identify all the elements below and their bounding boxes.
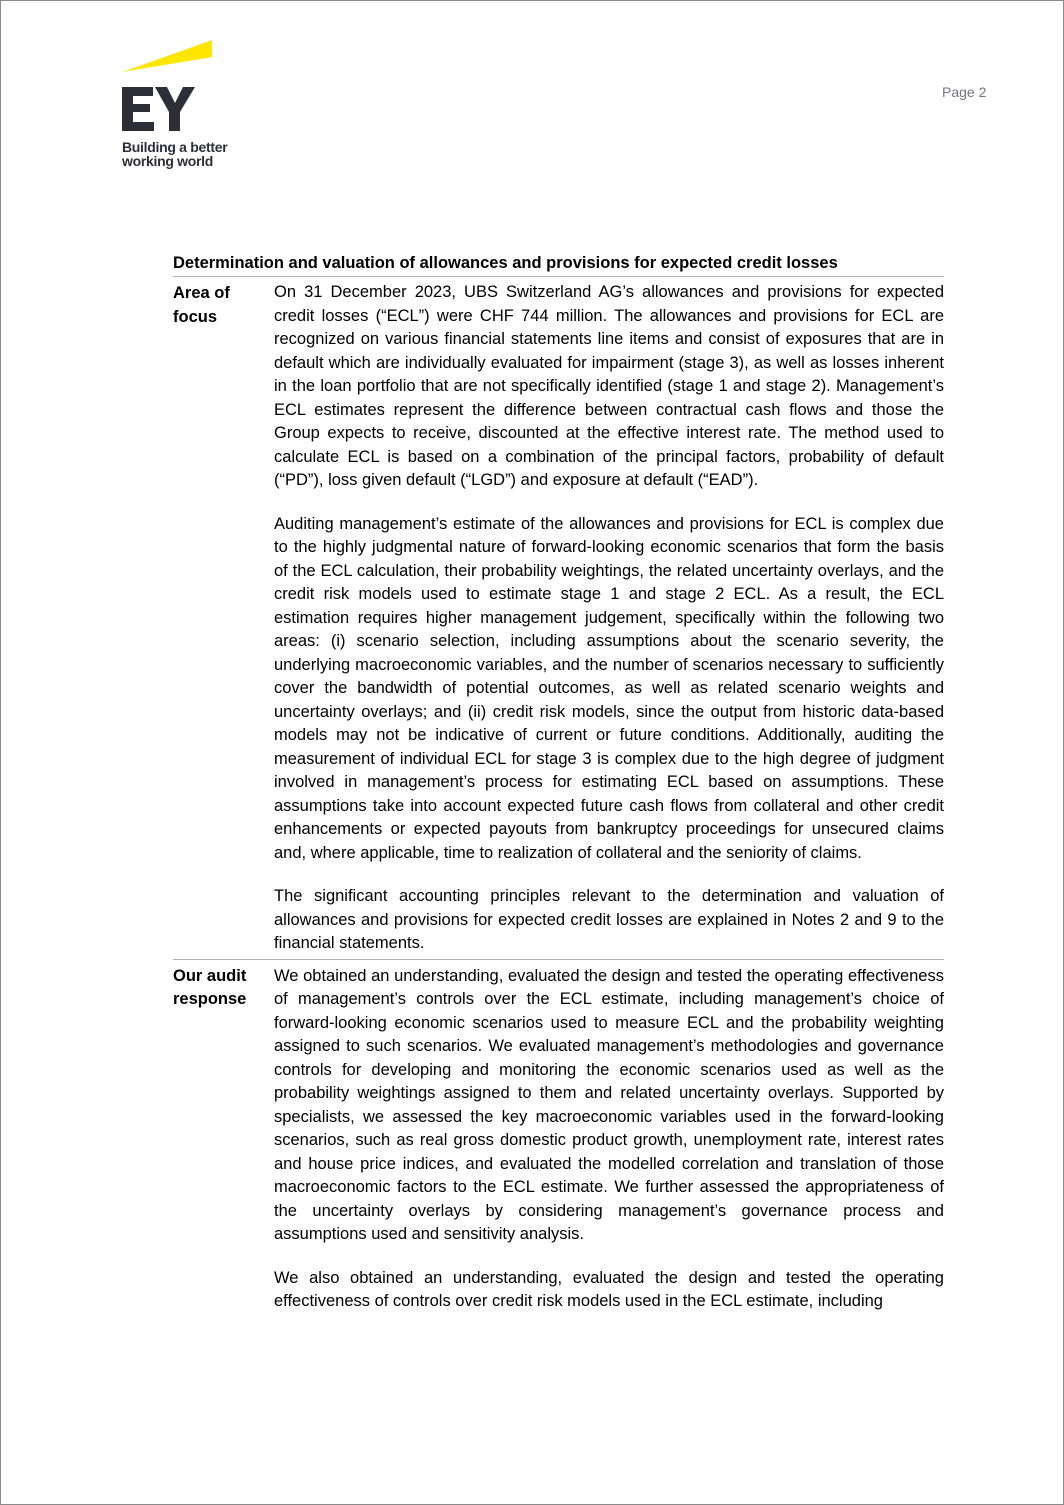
area-of-focus-row — [173, 277, 944, 960]
row-label: Area of focus — [173, 284, 230, 326]
paragraph: The significant accounting principles relevant to the determination and valuation of allowances and provisions for expected credit losses are explained in Notes 2 and 9 to the financial statements. — [274, 887, 944, 952]
page-number: Page 2 — [942, 84, 987, 100]
section-title: Determination and valuation of allowances and provisions for expected credit losses — [173, 253, 944, 277]
ey-logo — [122, 40, 252, 175]
ey-logo-beam — [122, 40, 212, 72]
row-label: Our audit response — [173, 966, 247, 1008]
paragraph: We obtained an understanding, evaluated the design and tested the operating effectiveness of management’s controls over the ECL estimate, including management’s choice of forward-looking economic scenarios used to measure ECL and the probability weighting assigned to such scenarios. We evaluated management’s methodologies and governance controls for developing and monitoring the economic scenarios used as well as the probability weightings assigned to them and related uncertainty overlays. Supported by specialists, we assessed the key macroeconomic variables used in the forward-looking scenarios, such as real gross domestic product growth, unemployment rate, interest rates and house price indices, and evaluated the modelled correlation and translation of those macroeconomic factors to the ECL estimate. We further assessed the appropriateness of the uncertainty overlays by considering management’s governance process and assumptions used and sensitivity analysis. — [274, 966, 944, 1243]
logo-tagline-line-2: working world — [122, 153, 213, 169]
ey-logo-letter-e — [122, 87, 154, 131]
logo-tagline — [122, 140, 252, 168]
row-body — [274, 960, 944, 1317]
audit-response-row — [173, 960, 944, 1317]
logo-tagline-line-1: Building a better — [122, 139, 228, 155]
ey-logo-mark — [122, 40, 252, 135]
paragraph: On 31 December 2023, UBS Switzerland AG’s allowances and provisions for expected credit losses (“ECL”) were CHF 744 million. The allowances and provisions for ECL are recognized on various financial statements line items and consist of exposures that are in default which are individually evaluated for impairment (stage 3), as well as losses inherent in the loan portfolio that are not specifically identified (stage 1 and stage 2). Management’s ECL estimates represent the difference between contractual cash flows and those the Group expects to receive, discounted at the effective interest rate. The method used to calculate ECL is based on a combination of the principal factors, probability of default (“PD”), loss given default (“LGD”) and exposure at default (“EAD”). — [274, 283, 944, 489]
paragraph: Auditing management’s estimate of the allowances and provisions for ECL is complex due to the highly judgmental nature of forward-looking economic scenarios that form the basis of the ECL calculation, their probability weightings, the related uncertainty overlays, and the credit risk models used to estimate stage 1 and stage 2 ECL. As a result, the ECL estimation requires higher management judgement, specifically within the following two areas: (i) scenario selection, including assumptions about the scenario severity, the underlying macroeconomic variables, and the number of scenarios necessary to sufficiently cover the bandwidth of potential outcomes, as well as related scenario weights and uncertainty overlays; and (ii) credit risk models, since the output from historic data-based models may not be indicative of current or future conditions. Additionally, auditing the measurement of individual ECL for stage 3 is complex due to the high degree of judgment involved in management’s process for estimating ECL based on assumptions. These assumptions take into account expected future cash flows from collateral and other credit enhancements or expected payouts from bankruptcy proceedings for unsecured claims and, where applicable, time to realization of collateral and the seniority of claims. — [274, 514, 944, 862]
paragraph: We also obtained an understanding, evaluated the design and tested the operating effectiveness of controls over credit risk models used in the ECL estimate, including — [274, 1268, 944, 1310]
document-body — [173, 253, 944, 1317]
row-body — [274, 277, 944, 959]
ey-logo-letter-y — [155, 87, 195, 131]
